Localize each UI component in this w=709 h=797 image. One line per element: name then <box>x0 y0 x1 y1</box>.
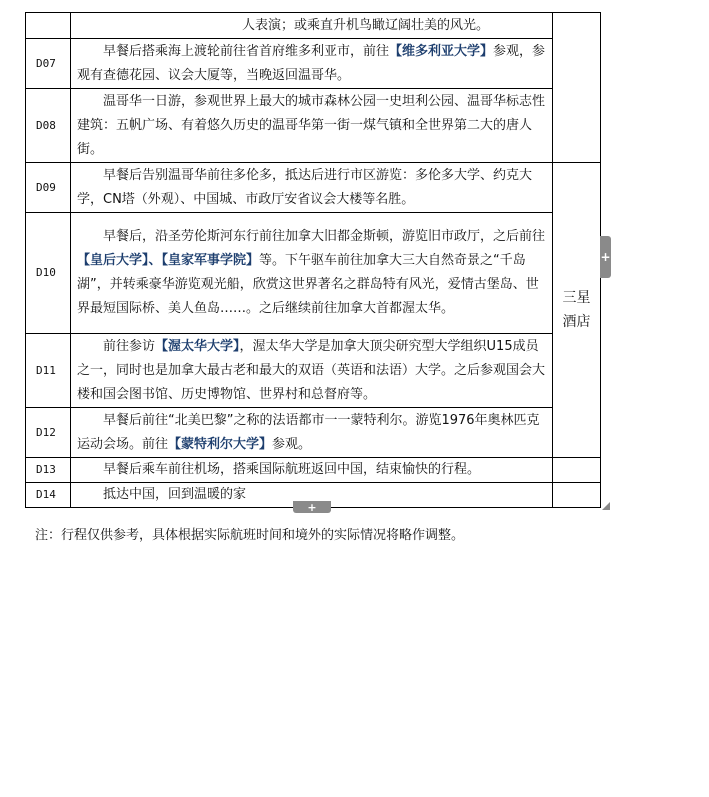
desc-text: 温哥华一日游，参观世界上最大的城市森林公园一史坦利公园、温哥华标志性建筑：五帆广场、有着悠久历史的温哥华第一街一煤气镇和全世界第二大的唐人街。 <box>77 93 546 157</box>
itinerary-desc <box>71 408 553 458</box>
table-row <box>26 13 601 39</box>
desc-text: 参观，参观有查德花园、议会大厦等，当晚返回温哥华。 <box>77 43 546 83</box>
footnote: 注：行程仅供参考，具体根据实际航班时间和境外的实际情况将略作调整。 <box>35 528 465 543</box>
desc-text: 前往参访 <box>103 338 156 354</box>
desc-text: ，渥太华大学是加拿大顶尖研究型大学组织U15成员之一，同时也是加拿大最古老和最大的双语（英语和法语）大学。之后参观国会大楼和国会图书馆、历史博物馆、世界村和总督府等。 <box>77 338 546 402</box>
table-row <box>26 39 601 89</box>
itinerary-desc <box>71 213 553 334</box>
table-row <box>26 163 601 213</box>
university-link[interactable]: 【蒙特利尔大学】 <box>168 436 273 452</box>
day-cell: D07 <box>26 39 71 89</box>
hotel-cell-empty <box>553 483 601 508</box>
desc-text: 等。下午驱车前往加拿大三大自然奇景之“千岛湖”，并转乘豪华游览观光船，欣赏这世界著名之群岛特有风光，爱情古堡岛、世界最短国际桥、美人鱼岛……。之后继续前往加拿大首都渥太华。 <box>77 253 539 316</box>
table-row <box>26 334 601 408</box>
university-link[interactable]: 【渥太华大学】 <box>155 338 240 354</box>
hotel-text: 三星酒店 <box>562 290 591 330</box>
desc-text: 早餐后搭乘海上渡轮前往省首府维多利亚市，前往 <box>103 43 390 59</box>
table-row <box>26 408 601 458</box>
add-column-handle[interactable]: + <box>600 236 611 278</box>
hotel-cell <box>553 163 601 458</box>
day-cell: D11 <box>26 334 71 408</box>
day-cell: D09 <box>26 163 71 213</box>
day-cell: D14 <box>26 483 71 508</box>
hotel-cell-empty <box>553 458 601 483</box>
university-link[interactable]: 【维多利亚大学】 <box>389 43 494 59</box>
day-cell <box>26 13 71 39</box>
itinerary-desc <box>71 458 553 483</box>
day-cell: D08 <box>26 89 71 163</box>
day-cell: D10 <box>26 213 71 334</box>
add-row-handle[interactable]: + <box>293 501 331 513</box>
desc-text: 早餐后告别温哥华前往多伦多，抵达后进行市区游览：多伦多大学、约克大学，CN塔（外观）、中国城、市政厅安省议会大楼等名胜。 <box>77 167 533 207</box>
desc-text: 早餐后前往“北美巴黎”之称的法语都市一一蒙特利尔。游览1976年奥林匹克运动会场。前往 <box>77 412 540 452</box>
desc-text: 早餐后乘车前往机场，搭乘国际航班返回中国，结束愉快的行程。 <box>103 462 481 477</box>
day-cell: D12 <box>26 408 71 458</box>
desc-text: 早餐后，沿圣劳伦斯河东行前往加拿大旧都金斯顿，游览旧市政厅，之后前往 <box>103 229 546 244</box>
table-row <box>26 213 601 334</box>
desc-text: 抵达中国，回到温暖的家 <box>103 487 247 502</box>
table-resize-handle[interactable] <box>602 502 610 510</box>
desc-text: 人表演；或乘直升机鸟瞰辽阔壮美的风光。 <box>242 17 490 33</box>
table-row <box>26 89 601 163</box>
itinerary-desc <box>71 163 553 213</box>
day-cell: D13 <box>26 458 71 483</box>
itinerary-desc <box>71 89 553 163</box>
hotel-cell-empty <box>553 13 601 163</box>
itinerary-desc <box>71 39 553 89</box>
itinerary-table <box>25 12 601 508</box>
table-row <box>26 458 601 483</box>
university-link[interactable]: 【皇后大学】、【皇家军事学院】 <box>77 253 260 268</box>
itinerary-desc <box>71 334 553 408</box>
itinerary-desc <box>71 13 553 39</box>
desc-text: 参观。 <box>272 436 312 452</box>
